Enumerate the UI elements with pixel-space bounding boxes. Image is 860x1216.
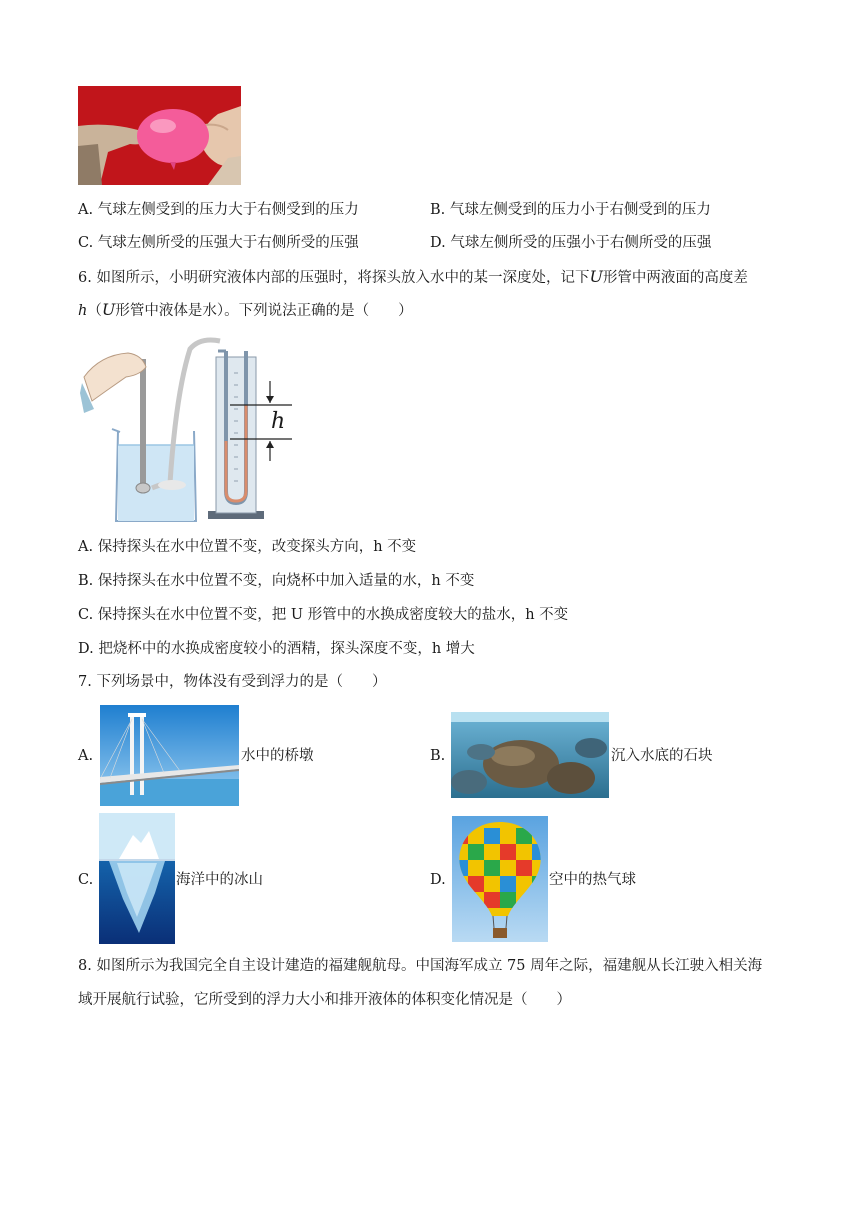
q5-option-a[interactable]: A. 气球左侧受到的压力大于右侧受到的压力 <box>78 202 359 218</box>
q6-option-a[interactable]: A. 保持探头在水中位置不变，改变探头方向，h 不变 <box>78 539 417 555</box>
q6-option-d[interactable]: D. 把烧杯中的水换成密度较小的酒精，探头深度不变，h 增大 <box>78 641 475 657</box>
q7-option-d-letter[interactable]: D. <box>430 872 446 888</box>
q5-option-b[interactable]: B. 气球左侧受到的压力小于右侧受到的压力 <box>430 202 711 218</box>
h-symbol: h <box>78 303 88 319</box>
q7-option-b-text[interactable]: 沉入水底的石块 <box>611 748 713 764</box>
hot-air-balloon-photo[interactable] <box>452 816 548 942</box>
pressure-gauge-diagram <box>80 333 300 523</box>
bridge-photo[interactable] <box>100 705 239 806</box>
q7-option-a-text[interactable]: 水中的桥墩 <box>241 748 314 764</box>
q8-stem-line2: 域开展航行试验，它所受到的浮力大小和排开液体的体积变化情况是（ ） <box>78 992 571 1008</box>
q5-option-d[interactable]: D. 气球左侧所受的压强小于右侧所受的压强 <box>430 235 712 251</box>
q6-option-c[interactable]: C. 保持探头在水中位置不变，把 U 形管中的水换成密度较大的盐水，h 不变 <box>78 607 569 623</box>
q6-option-b[interactable]: B. 保持探头在水中位置不变，向烧杯中加入适量的水，h 不变 <box>78 573 475 589</box>
q8-stem-line1: 8. 如图所示为我国完全自主设计建造的福建舰航母。中国海军成立 75 周年之际，福建舰从长江驶入相关海 <box>78 958 763 974</box>
q7-option-c-letter[interactable]: C. <box>78 872 94 888</box>
h-label: h <box>271 409 286 434</box>
q7-option-d-text[interactable]: 空中的热气球 <box>549 872 636 888</box>
q7-stem: 7. 下列场景中，物体没有受到浮力的是（ ） <box>78 674 387 690</box>
q7-option-a-letter[interactable]: A. <box>78 748 94 764</box>
u-symbol: U <box>589 267 603 286</box>
q6-stem-line2: h（U形管中液体是水）。下列说法正确的是（ ） <box>78 300 413 319</box>
stones-photo[interactable] <box>451 712 609 798</box>
balloon-photo <box>78 86 241 185</box>
q7-option-b-letter[interactable]: B. <box>430 748 446 764</box>
iceberg-photo[interactable] <box>99 813 175 944</box>
q6-stem-line1: 6. 如图所示，小明研究液体内部的压强时，将探头放入水中的某一深度处，记下U形管中两液面的高度差 <box>78 267 748 286</box>
q7-option-c-text[interactable]: 海洋中的冰山 <box>176 872 263 888</box>
q5-option-c[interactable]: C. 气球左侧所受的压强大于右侧所受的压强 <box>78 235 359 251</box>
